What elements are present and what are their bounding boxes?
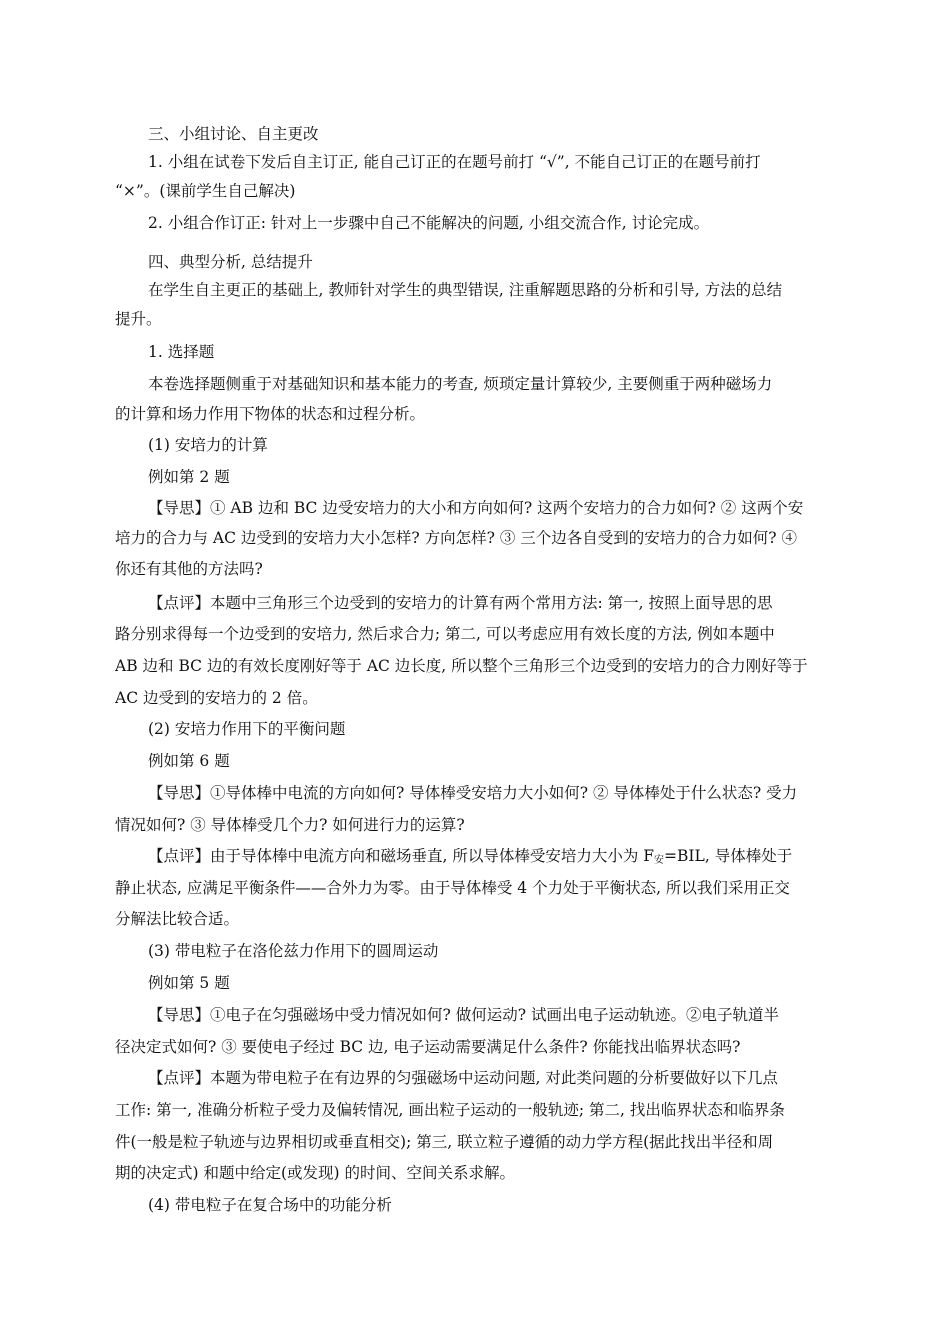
example-label: 例如第 6 题 <box>148 752 230 770</box>
paragraph-line: 的计算和场力作用下物体的状态和过程分析。 <box>115 405 426 423</box>
paragraph-line: 【导思】①导体棒中电流的方向如何? 导体棒受安培力大小如何? ② 导体棒处于什么状态? 受力 <box>148 784 798 802</box>
paragraph-line <box>148 846 835 871</box>
topic-heading: (1) 安培力的计算 <box>148 436 268 454</box>
paragraph-line: 本卷选择题侧重于对基础知识和基本能力的考查, 烦琐定量计算较少, 主要侧重于两种磁场力 <box>148 375 773 393</box>
paragraph-line: 路分别求得每一个边受到的安培力, 然后求合力; 第二, 可以考虑应用有效长度的方法, 例如本题中 <box>115 625 775 643</box>
paragraph-line: AC 边受到的安培力的 2 倍。 <box>115 689 318 707</box>
paragraph-line: 1. 小组在试卷下发后自主订正, 能自己订正的在题号前打 “√”, 不能自己订正的在题号前打 <box>148 153 761 171</box>
paragraph-line: 期的决定式) 和题中给定(或发现) 的时间、空间关系求解。 <box>115 1164 515 1182</box>
topic-heading: (2) 安培力作用下的平衡问题 <box>148 720 346 738</box>
text-run: =BIL, 导体棒处于 <box>664 847 793 865</box>
paragraph-line: 【导思】① AB 边和 BC 边受安培力的大小和方向如何? 这两个安培力的合力如何? ② 这两个安 <box>148 499 804 517</box>
section-heading-group-discussion: 三、小组讨论、自主更改 <box>148 125 319 143</box>
topic-heading: (3) 带电粒子在洛伦兹力作用下的圆周运动 <box>148 942 439 960</box>
paragraph-line: 【点评】本题中三角形三个边受到的安培力的计算有两个常用方法: 第一, 按照上面导思的思 <box>148 594 773 612</box>
section-heading-typical-analysis: 四、典型分析, 总结提升 <box>148 253 313 271</box>
paragraph-line: AB 边和 BC 边的有效长度刚好等于 AC 边长度, 所以整个三角形三个边受到的安培力的合力刚好等于 <box>115 657 808 675</box>
paragraph-line: 培力的合力与 AC 边受到的安培力大小怎样? 方向怎样? ③ 三个边各自受到的安培力的合力如何? ④ <box>115 529 798 547</box>
paragraph-line: 径决定式如何? ③ 要使电子经过 BC 边, 电子运动需要满足什么条件? 你能找出临界状态吗? <box>115 1038 741 1056</box>
paragraph-line: 【点评】本题为带电粒子在有边界的匀强磁场中运动问题, 对此类问题的分析要做好以下几点 <box>148 1069 778 1087</box>
topic-heading: (4) 带电粒子在复合场中的功能分析 <box>148 1196 392 1214</box>
example-label: 例如第 5 题 <box>148 974 230 992</box>
paragraph-line: 情况如何? ③ 导体棒受几个力? 如何进行力的运算? <box>115 816 465 834</box>
paragraph-line: “×”。(课前学生自己解决) <box>115 182 296 200</box>
paragraph-line: 工作: 第一, 准确分析粒子受力及偏转情况, 画出粒子运动的一般轨迹; 第二, 找出临界状态和临界条 <box>115 1101 785 1119</box>
subscript: 安 <box>654 855 665 866</box>
paragraph-line: 在学生自主更正的基础上, 教师针对学生的典型错误, 注重解题思路的分析和引导, 方法的总结 <box>148 281 783 299</box>
paragraph-line: 提升。 <box>115 310 162 328</box>
text-run: 【点评】由于导体棒中电流方向和磁场垂直, 所以导体棒受安培力大小为 F <box>148 847 655 865</box>
paragraph-line: 分解法比较合适。 <box>115 910 240 928</box>
paragraph-line: 2. 小组合作订正: 针对上一步骤中自己不能解决的问题, 小组交流合作, 讨论完成。 <box>148 214 710 232</box>
paragraph-line: 【导思】①电子在匀强磁场中受力情况如何? 做何运动? 试画出电子运动轨迹。②电子轨道半 <box>148 1006 779 1024</box>
paragraph-line: 静止状态, 应满足平衡条件——合外力为零。由于导体棒受 4 个力处于平衡状态, 所以我们采用正交 <box>115 879 790 897</box>
paragraph-line: 件(一般是粒子轨迹与边界相切或垂直相交); 第三, 联立粒子遵循的动力学方程(据此找出半径和周 <box>115 1133 774 1151</box>
paragraph-line: 你还有其他的方法吗? <box>115 560 263 578</box>
subheading-choice-questions: 1. 选择题 <box>148 343 215 361</box>
example-label: 例如第 2 题 <box>148 468 230 486</box>
